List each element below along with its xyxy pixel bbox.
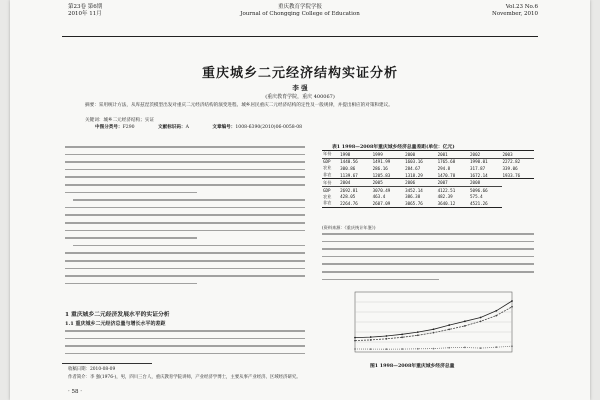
body-text-line [65, 353, 305, 355]
data-point [480, 347, 482, 349]
table-row [322, 200, 534, 207]
body-text-line [65, 222, 305, 224]
body-text-line [65, 161, 305, 163]
body-text-line [322, 271, 534, 273]
table-cell: GDP [323, 187, 331, 193]
table-row [322, 194, 534, 201]
body-text-line [65, 283, 197, 285]
data-point [495, 346, 497, 348]
data-point [433, 332, 435, 334]
table-caption: 表1 1998—2008年重庆城乡经济总量差距(单位：亿元) [332, 144, 455, 150]
table-cell: 1672.14 [469, 172, 501, 179]
section-heading: 1 重庆城乡二元经济发展水平的实证分析 [65, 312, 170, 318]
journal-page [10, 0, 590, 400]
table-cell: 286.16 [372, 165, 388, 171]
data-point [433, 348, 435, 350]
data-point [370, 336, 372, 338]
data-point [480, 317, 482, 319]
body-text-line [65, 214, 305, 216]
publication-date-en: November, 2010 [492, 11, 538, 17]
table-source-note: (资料来源：《重庆统计年鉴》) [322, 225, 376, 230]
table-cell: 317.87 [470, 165, 486, 171]
subsection-heading: 1.1 重庆城乡二元经济总量与增长水平的差距 [65, 321, 166, 327]
publication-date: 2010年 11月 [68, 11, 102, 17]
table-cell: 农业 [323, 193, 332, 199]
table-cell: 463.4 [372, 194, 386, 200]
table-header-row [322, 151, 534, 159]
table-cell: 1440.56 [340, 159, 358, 165]
data-point [370, 339, 372, 341]
data-point [448, 347, 450, 349]
table-cell: 428.05 [340, 194, 356, 200]
body-text-line [65, 184, 305, 186]
table-cell: 1933.76 [502, 172, 535, 179]
table-row [322, 172, 534, 179]
body-text-line [65, 275, 305, 277]
body-text-line [322, 248, 534, 250]
body-text-line [65, 154, 305, 156]
table-row [322, 158, 534, 165]
table-header-cell: 2001 [437, 151, 469, 159]
body-text-line [65, 230, 305, 232]
table-header-cell: 2000 [404, 151, 436, 159]
body-text-line [65, 260, 305, 262]
data-point [386, 335, 388, 337]
body-text-line [65, 169, 305, 171]
table-header-cell: 2004 [339, 179, 371, 187]
keywords: 关键词：城乡二元经济结构；实证 [85, 118, 154, 123]
abstract [85, 102, 515, 109]
data-point [448, 324, 450, 326]
table-cell: 575.4 [470, 194, 483, 200]
header-right [492, 4, 538, 18]
paper-title: 重庆城乡二元经济结构实证分析 [201, 66, 398, 81]
table-header-cell: 2007 [437, 179, 469, 187]
table-cell: 1603.16 [405, 159, 423, 165]
line-chart [345, 288, 520, 358]
table-header-cell: 2003 [502, 151, 535, 159]
body-text-line [322, 256, 534, 258]
table-header-cell: 1999 [372, 151, 404, 159]
table-cell: 3070.49 [372, 187, 391, 193]
data-point [401, 333, 403, 335]
body-text-line [65, 252, 305, 254]
table-header-cell: 2005 [372, 179, 404, 187]
data-point [448, 328, 450, 330]
table-cell: 300.86 [340, 165, 356, 171]
header-left [68, 4, 102, 18]
body-text-line [65, 330, 305, 332]
table-cell: 2264.76 [339, 200, 371, 207]
table-cell: 1765.68 [437, 159, 456, 165]
data-point [433, 328, 435, 330]
data-point [370, 348, 372, 350]
table-cell: 1990.01 [470, 159, 488, 165]
body-text-line [65, 268, 305, 270]
data-point [386, 348, 388, 350]
author-bio: 作者简介：李 强(1976-)，男，四川三台人，重庆教育学院讲师，产业经济学博士，主要从事产业经济、区域经济研究。 [68, 375, 301, 380]
table-header-cell: 2006 [404, 179, 436, 187]
data-point [417, 334, 419, 336]
table-cell: 3452.14 [405, 187, 423, 193]
table-row [322, 165, 534, 172]
data-point [354, 340, 356, 342]
table-cell: 482.39 [437, 194, 453, 200]
volume-issue-en: Vol.23 No.6 [505, 4, 538, 10]
data-table [322, 150, 534, 208]
header-rule [62, 36, 538, 37]
table-cell: 1139.67 [339, 172, 371, 179]
table-cell: 4122.51 [437, 187, 456, 193]
data-point [354, 337, 356, 339]
body-text-line [65, 207, 305, 209]
page-number: · 58 · [68, 389, 82, 395]
body-text-line [65, 146, 305, 148]
table-cell: 非农 [322, 200, 339, 207]
journal-name-en: Journal of Chongqing College of Education [240, 11, 360, 17]
table-cell: 294.8 [437, 165, 451, 171]
running-header [10, 0, 590, 40]
volume-issue: 第23卷 第6期 [68, 4, 103, 10]
table-cell: 1318.29 [404, 172, 436, 179]
body-text-line [73, 245, 305, 247]
clc-number: 中图分类号：F290 [95, 125, 135, 130]
table-header-cell: 年份 [322, 151, 339, 159]
table-cell: 3065.76 [404, 200, 436, 207]
table-cell: GDP [323, 159, 331, 165]
data-point [495, 310, 497, 312]
table-cell: 4521.26 [469, 200, 501, 207]
table-cell: 非农 [322, 172, 339, 179]
body-text-line [322, 279, 439, 281]
table-cell: 284.67 [405, 165, 421, 171]
abstract-text: 摘要：采用统计方法，从库兹涅茨模型出发对重庆二元经济结构的演变进程、城乡居民重庆二元经济结构的定性及一般规律，并提出相应的对策和建议。 [85, 103, 393, 108]
classification-line [95, 124, 525, 130]
table-cell: 339.06 [502, 165, 518, 171]
table-cell: 2272.82 [502, 159, 521, 165]
data-point [511, 300, 513, 302]
paper-author: 李 强 [292, 84, 308, 92]
data-point [464, 320, 466, 322]
table-cell: 1491.99 [372, 159, 391, 165]
body-text-line [65, 176, 305, 178]
data-point [354, 348, 356, 350]
document-code: 文献标识码：A [158, 125, 189, 130]
data-point [401, 336, 403, 338]
table-cell: 3640.12 [437, 200, 469, 207]
data-point [511, 306, 513, 308]
author-affiliation: (重庆教育学院，重庆 400067) [265, 94, 335, 100]
body-text-line [65, 345, 305, 347]
body-text-line [322, 263, 534, 265]
data-point [464, 346, 466, 348]
body-text-line [65, 192, 197, 194]
data-point [417, 331, 419, 333]
data-point [417, 348, 419, 350]
body-text-line [322, 233, 534, 235]
received-date: 收稿日期：2010-08-09 [68, 367, 116, 372]
body-text-line [322, 241, 534, 243]
article-number: 文章编号：1008-6390(2010)06-0058-08 [212, 125, 303, 130]
body-text-line [73, 199, 305, 201]
data-point [495, 315, 497, 317]
header-center [200, 4, 400, 18]
table-cell: 2692.81 [340, 187, 358, 193]
figure-caption: 图1 1998—2008年重庆城乡经济总量 [370, 363, 455, 369]
table-cell: 386.38 [405, 194, 421, 200]
table-cell: 5096.66 [470, 187, 488, 193]
table-header-row [322, 179, 534, 187]
table-header-cell: 年份 [322, 179, 339, 187]
table-header-cell: 2008 [469, 179, 501, 187]
table-row [322, 186, 534, 193]
table-cell: 1470.78 [437, 172, 469, 179]
data-point [464, 325, 466, 327]
table-header-cell: 2002 [469, 151, 501, 159]
table-header-cell: 1998 [339, 151, 371, 159]
table-cell: 1205.83 [372, 172, 404, 179]
table-cell: 农业 [323, 165, 332, 171]
data-point [511, 345, 513, 347]
body-text-line [65, 237, 197, 239]
footnote-rule [62, 363, 152, 364]
data-point [480, 320, 482, 322]
data-point [401, 348, 403, 350]
data-point [386, 338, 388, 340]
table-cell: 2607.09 [372, 200, 404, 207]
journal-name-cn: 重庆教育学院学报 [277, 4, 322, 10]
body-text-line [65, 338, 305, 340]
